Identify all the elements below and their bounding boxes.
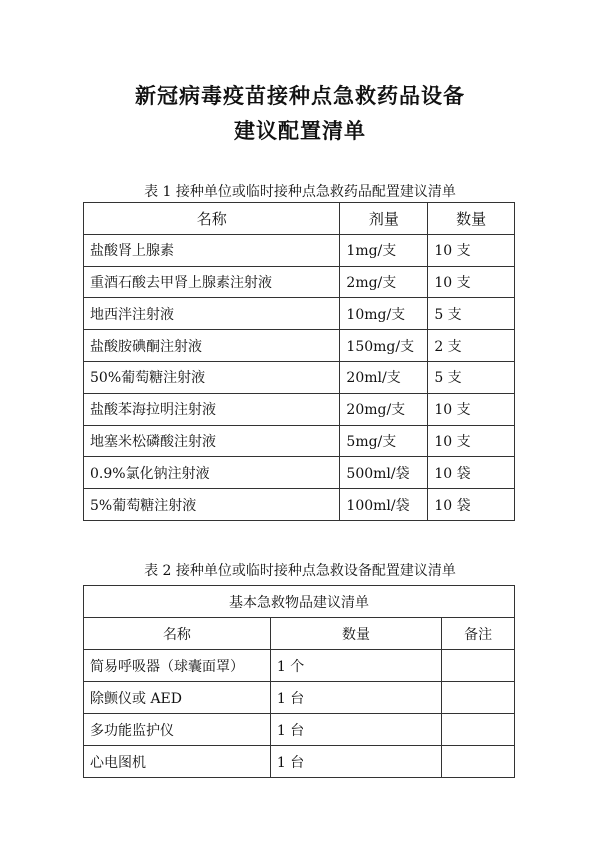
drug-quantity: 10 支 [428,266,515,298]
equipment-remarks [442,682,515,714]
drug-quantity: 10 袋 [428,457,515,489]
drug-name: 盐酸肾上腺素 [84,234,340,266]
drug-dose: 5mg/支 [340,425,428,457]
table-row [84,298,515,330]
equipment-remarks [442,746,515,778]
table-header-row [84,203,515,235]
equipment-quantity: 1 个 [270,650,441,682]
drug-dose: 100ml/袋 [340,489,428,521]
table-row [84,457,515,489]
document-title-line2: 建议配置清单 [234,119,366,143]
table-row [84,266,515,298]
equipment-name: 心电图机 [84,746,271,778]
equipment-quantity: 1 台 [270,714,441,746]
drug-quantity: 10 支 [428,393,515,425]
drug-quantity: 10 支 [428,425,515,457]
header-dose: 剂量 [340,203,428,235]
header-quantity: 数量 [428,203,515,235]
drug-name: 重酒石酸去甲肾上腺素注射液 [84,266,340,298]
header-name: 名称 [84,618,271,650]
table1-caption: 表 1 接种单位或临时接种点急救药品配置建议清单 [144,184,456,200]
equipment-name: 简易呼吸器（球囊面罩） [84,650,271,682]
document-title-line1: 新冠病毒疫苗接种点急救药品设备 [135,84,465,108]
drug-dose: 500ml/袋 [340,457,428,489]
table-row [84,330,515,362]
header-name: 名称 [84,203,340,235]
equipment-remarks [442,650,515,682]
drug-name: 盐酸苯海拉明注射液 [84,393,340,425]
table-row [84,682,515,714]
drug-dose: 2mg/支 [340,266,428,298]
drug-quantity: 10 袋 [428,489,515,521]
table-row [84,714,515,746]
emergency-drug-table [83,202,515,521]
drug-dose: 10mg/支 [340,298,428,330]
table-row [84,746,515,778]
drug-name: 地塞米松磷酸注射液 [84,425,340,457]
drug-name: 盐酸胺碘酮注射液 [84,330,340,362]
table-row [84,393,515,425]
drug-dose: 150mg/支 [340,330,428,362]
section-title: 基本急救物品建议清单 [84,586,515,618]
drug-quantity: 2 支 [428,330,515,362]
emergency-equipment-table [83,585,515,778]
table-row [84,650,515,682]
drug-quantity: 10 支 [428,234,515,266]
header-quantity: 数量 [270,618,441,650]
drug-name: 50%葡萄糖注射液 [84,361,340,393]
drug-dose: 20ml/支 [340,361,428,393]
drug-name: 5%葡萄糖注射液 [84,489,340,521]
equipment-remarks [442,714,515,746]
table-row [84,425,515,457]
drug-name: 地西泮注射液 [84,298,340,330]
drug-name: 0.9%氯化钠注射液 [84,457,340,489]
drug-quantity: 5 支 [428,361,515,393]
equipment-name: 除颤仪或 AED [84,682,271,714]
header-remarks: 备注 [442,618,515,650]
table-row [84,234,515,266]
drug-quantity: 5 支 [428,298,515,330]
table-section-row [84,586,515,618]
equipment-quantity: 1 台 [270,682,441,714]
equipment-name: 多功能监护仪 [84,714,271,746]
drug-dose: 1mg/支 [340,234,428,266]
table-row [84,489,515,521]
table-header-row [84,618,515,650]
table-row [84,361,515,393]
equipment-quantity: 1 台 [270,746,441,778]
drug-dose: 20mg/支 [340,393,428,425]
table2-caption: 表 2 接种单位或临时接种点急救设备配置建议清单 [144,563,456,579]
